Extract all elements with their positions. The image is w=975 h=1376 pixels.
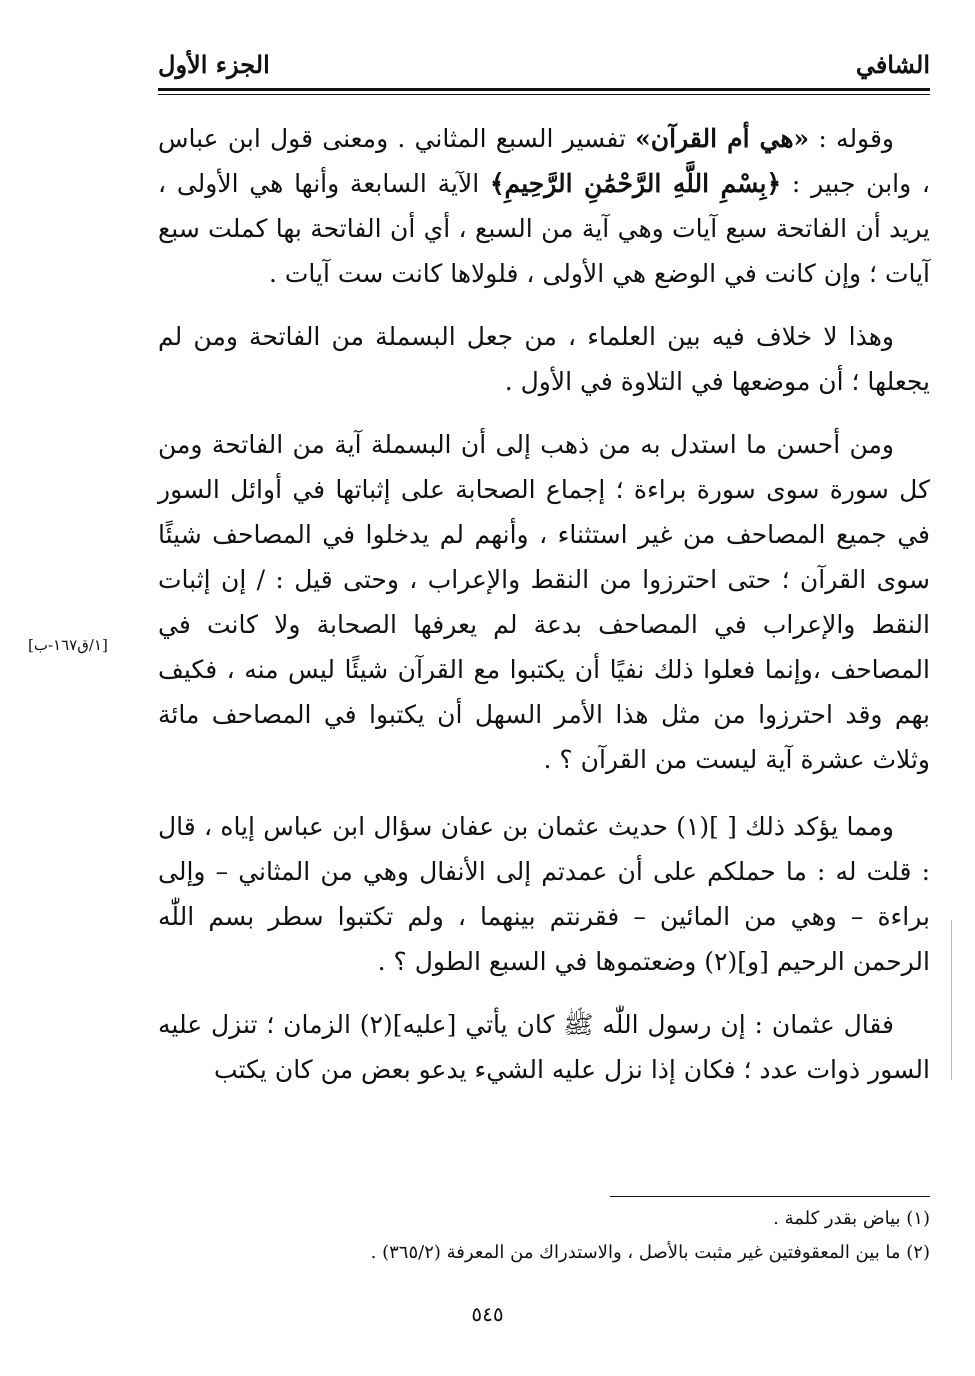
footnote-1: (١) بياض بقدر كلمة .	[773, 1208, 930, 1229]
main-text	[158, 116, 930, 1110]
footnote-separator	[610, 1196, 930, 1197]
paragraph-4: ومما يؤكد ذلك [ ](١) حديث عثمان بن عفان سؤال ابن عباس إياه ، قال : قلت له : ما حملكم على أن عمدتم إلى الأنفال وهي من المثاني – وإلى براءة – وهي من المائين – فقرنتم بينهما ، ولم تكتبوا سطر بسم اللّٰه الرحمن الرحيم [و](٢) وضعتموها في السبع الطول ؟ .	[158, 812, 930, 976]
header-rule-thick	[158, 88, 930, 91]
paragraph-5: فقال عثمان : إن رسول اللّٰه ﷺ كان يأتي [عليه](٢) الزمان ؛ تنزل عليه السور ذوات عدد ؛ فكان إذا نزل عليه الشيء يدعو بعض من كان يكتب	[158, 1010, 930, 1084]
volume-title: الجزء الأول	[158, 50, 270, 79]
basmala-quote: ﴿بِسْمِ اللَّهِ الرَّحْمَٰنِ الرَّحِيمِ﴾	[489, 169, 782, 198]
page-number: ٥٤٥	[471, 1302, 504, 1326]
paragraph-2: وهذا لا خلاف فيه بين العلماء ، من جعل البسملة من الفاتحة ومن لم يجعلها ؛ أن موضعها في التلاوة في الأول .	[158, 322, 930, 396]
paragraph-1-middle: تفسير السبع المثاني . ومعنى قول ابن عباس ، وابن جبير :	[158, 124, 930, 198]
book-title: الشافي	[855, 50, 930, 79]
header-rule-thin	[158, 94, 930, 95]
footnote-2: (٢) ما بين المعقوفتين غير مثبت بالأصل ، والاستدراك من المعرفة (٣٦٥/٢) .	[370, 1242, 930, 1263]
footnotes	[158, 1202, 930, 1270]
scan-edge-mark	[951, 920, 952, 1080]
running-head	[158, 50, 930, 92]
paragraph-1-end: الآية السابعة وأنها هي الأولى ، يريد أن الفاتحة سبع آيات وهي آية من السبع ، أي أن الفاتحة بها كملت سبع آيات ؛ وإن كانت في الوضع هي الأولى ، فلولاها كانت ست آيات .	[158, 169, 930, 288]
quoted-phrase: «هي أم القرآن»	[635, 124, 810, 153]
paragraph-1	[158, 116, 930, 296]
paragraph-3: ومن أحسن ما استدل به من ذهب إلى أن البسملة آية من الفاتحة ومن كل سورة سوى سورة براءة ؛ إجماع الصحابة على إثباتها في أوائل السور في جميع المصاحف من غير استثناء ، وأنهم لم يدخلوا في المصاحف شيئًا سوى القرآن ؛ حتى احترزوا من النقط والإعراب ، وحتى قيل : / إن إثبات النقط والإعراب في المصاحف بدعة لم يعرفها الصحابة ولا كانت في المصاحف ،وإنما فعلوا ذلك نفيًا أن يكتبوا مع القرآن شيئًا ليس منه ، فكيف بهم وقد احترزوا من مثل هذا الأمر السهل أن يكتبوا في المصاحف مائة وثلاث عشرة آية ليست من القرآن ؟ .	[158, 430, 930, 774]
paragraph-1-intro: وقوله :	[809, 124, 894, 153]
manuscript-folio-marker: [١/ق١٦٧-ب]	[28, 636, 108, 654]
